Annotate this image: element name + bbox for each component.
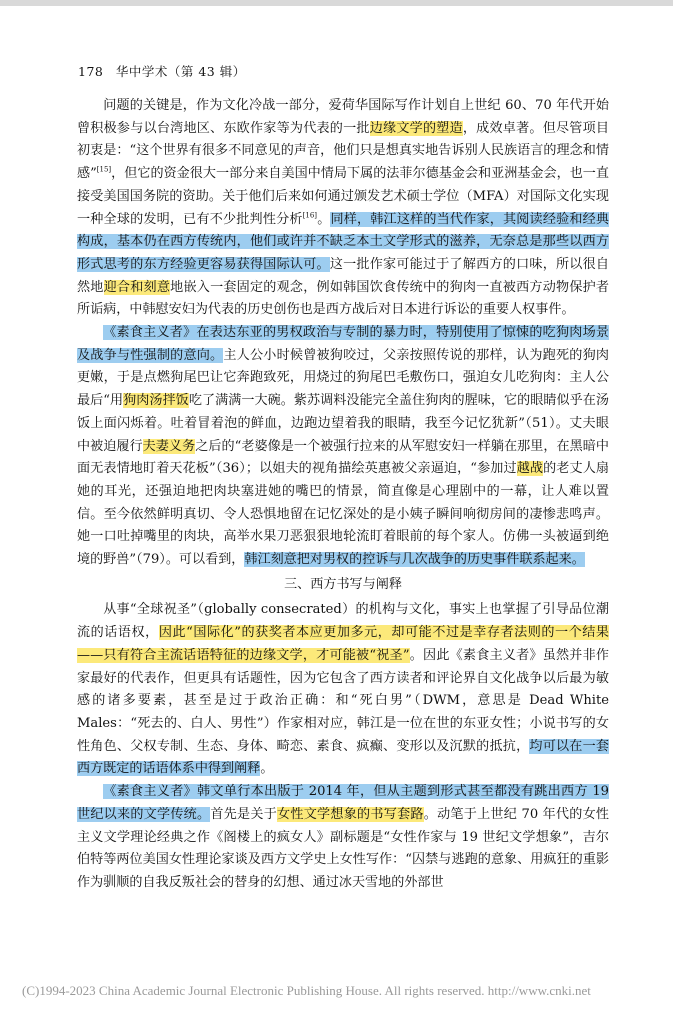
- text-run: 的老丈人扇她的耳光，还强迫地把肉块塞进她的嘴巴的情景，简直像是心理剧中的一幕，让人难以置信。至今依然鲜明真切、令人恐惧地留在记忆深处的是小姨子瞬间响彻房间的凄惨悲鸣声。她一口吐掉嘴里的肉块，高举水果刀恶狠狠地轮流盯着眼前的每个家人。仿佛一头被逼到绝境的野兽”（79）。可以看到，: [77, 461, 610, 568]
- text-run: 。: [317, 211, 331, 227]
- highlight-blue: 《素食主义者》在表达东亚的男权政治与专制的暴力时，特别使用了惊悚的吃狗肉场景及战争与性强制的意向。: [77, 325, 609, 363]
- highlight-yellow: 狗肉汤拌饭: [123, 393, 189, 409]
- paragraph-1: [77, 95, 609, 322]
- text-run: 之后的“老婆像是一个被强行拉来的从军慰安妇一样躺在那里，在黑暗中面无表情地盯着天花板”（36）；以姐夫的视角描绘英惠被父亲逼迫，“参加过: [77, 438, 610, 477]
- text-run: 。因此《素食主义者》虽然并非作家最好的代表作，但更具有话题性，因为它包含了西方读者和评论界自文化战争以后最为敏感的诸多要素，甚至是过于政治正确：和“死白男”（DWM，意思是 Dead White Males：“死去的、白人、男性”）作家相对应，韩江是一位在世的东亚女性；小说书写的女性角色、父权专制、生态、身体、畸恋、素食、疯癫、变形以及沉默的抵抗，: [77, 647, 609, 754]
- text-run: 吃了满满一大碗。紫苏调料没能完全盖住狗肉的腥味，它的眼睛似乎在汤饭上面闪烁着。吐着冒着泡的鲜血，边跑边望着我的眼睛，我至今记忆犹新”（51）。丈夫眼中被迫履行: [77, 393, 610, 454]
- text-run: ，但它的资金很大一部分来自美国中情局下属的法菲尔德基金会和亚洲基金会，也一直接受美国国务院的资助。关于他们后来如何通过颁发艺术硕士学位（MFA）对国际文化实现一种全球的发明，已有不少批判性分析: [77, 166, 609, 227]
- text-run: 这一批作家可能过于了解西方的口味，所以很自然地: [77, 256, 610, 295]
- highlight-yellow: 越战: [516, 461, 544, 477]
- highlight-blue: 《素食主义者》韩文单行本出版于 2014 年，但从主题到形式甚至都没有跳出西方 19 世纪以来的文学传统。: [77, 784, 609, 822]
- page-number: 178: [78, 64, 104, 79]
- citation-marker: [16]: [302, 211, 318, 220]
- journal-title: 华中学术（第 43 辑）: [115, 64, 246, 79]
- text-run: 。动笔于上世纪 70 年代的女性主义文学理论经典之作《阁楼上的疯女人》副标题是“女性作家与 19 世纪文学想象”，吉尔伯特等两位美国女性理论家谈及西方文学史上女性写作：“囚禁与逃跑的意象、用疯狂的重影作为驯顺的自我反叛社会的替身的幻想、通过冰天雪地的外部世: [77, 806, 610, 890]
- text-run: 首先是关于: [210, 806, 278, 822]
- highlight-yellow: 夫妻义务: [142, 438, 196, 454]
- text-run: 问题的关键是，作为文化冷战一部分，爱荷华国际写作计划自上世纪 60、70 年代开始曾积极参与以台湾地区、东欧作家等为代表的一批: [77, 98, 609, 136]
- highlight-yellow: 因此“国际化”的获奖者本应更加多元，却可能不过是幸存者法则的一个结果——只有符合主流话语特征的边缘文学，才可能被“祝圣”: [77, 625, 610, 663]
- highlight-yellow: 迎合和刻意: [103, 279, 171, 295]
- paragraph-2: [77, 322, 609, 572]
- section-title: 三、西方书写与阐释: [284, 576, 402, 592]
- highlight-yellow: 女性文学想象的书写套路: [277, 806, 424, 822]
- paragraph-3: [77, 599, 609, 781]
- highlight-blue: 同样，韩江这样的当代作家，其阅读经验和经典构成，基本仍在西方传统内，他们或许并不缺乏本土文学形式的滋养，无奈总是那些以西方形式思考的东方经验更容易获得国际认可。: [77, 211, 610, 272]
- highlight-blue: 均可以在一套西方既定的话语体系中得到阐释: [77, 738, 610, 777]
- running-header: [78, 62, 246, 80]
- highlight-blue: 韩江刻意把对男权的控诉与几次战争的历史事件联系起来。: [244, 552, 585, 568]
- text-run: 主人公小时候曾被狗咬过，父亲按照传说的那样，认为跑死的狗肉更嫩，于是点燃狗尾巴让它奔跑致死，用烧过的狗尾巴毛敷伤口，强迫女儿吃狗肉：主人公最后“用: [77, 347, 609, 409]
- text-run: 从事“全球祝圣”（globally consecrated）的机构与文化，事实上也掌握了引导品位潮流的话语权，: [77, 602, 609, 641]
- text-run: 地嵌入一套固定的观念，例如韩国饮食传统中的狗肉一直被西方动物保护者所诟病，中韩慰安妇为代表的历史创伤也是西方战后对日本进行诉讼的重要人权事件。: [77, 279, 610, 318]
- citation-marker: [15]: [96, 165, 112, 174]
- article-body: [77, 95, 609, 895]
- text-run: 。: [260, 761, 274, 777]
- copyright-footer: (C)1994-2023 China Academic Journal Electronic Publishing House. All rights reserved. http://www.cnki.net: [22, 983, 591, 998]
- highlight-yellow: 边缘文学的塑造: [369, 120, 463, 136]
- paragraph-4: [77, 781, 609, 895]
- text-run: ，成效卓著。但尽管项目初衷是：“这个世界有很多不同意见的声音，他们只是想真实地告诉别人民族语言的理念和情感”: [77, 120, 610, 182]
- page-top-edge: [0, 0, 673, 6]
